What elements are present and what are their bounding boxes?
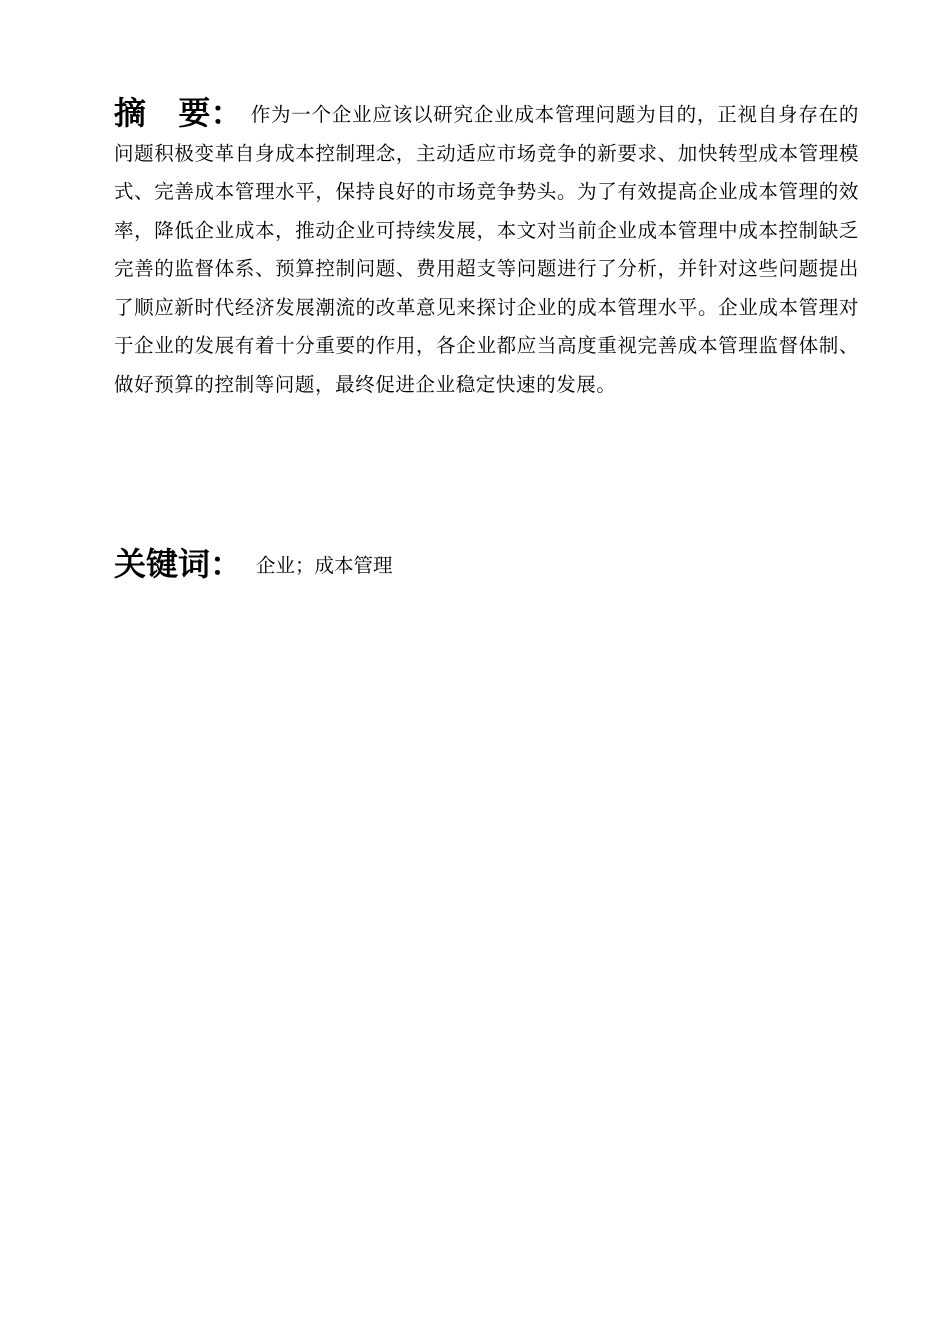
keywords-heading: 关键词： [114,545,243,583]
keywords-text: 企业；成本管理 [256,554,393,577]
abstract-heading: 摘 要： [114,94,243,132]
keywords-line [114,544,859,586]
abstract-paragraph [114,94,859,404]
abstract-text: 作为一个企业应该以研究企业成本管理问题为目的，正视自身存在的问题积极变革自身成本控制理念，主动适应市场竞争的新要求、加快转型成本管理模式、完善成本管理水平，保持良好的市场竞争势头。为了有效提高企业成本管理的效率，降低企业成本，推动企业可持续发展，本文对当前企业成本管理中成本控制缺乏完善的监督体系、预算控制问题、费用超支等问题进行了分析，并针对这些问题提出了顺应新时代经济发展潮流的改革意见来探讨企业的成本管理水平。企业成本管理对于企业的发展有着十分重要的作用，各企业都应当高度重视完善成本管理监督体制、做好预算的控制等问题，最终促进企业稳定快速的发展。 [114,103,859,396]
